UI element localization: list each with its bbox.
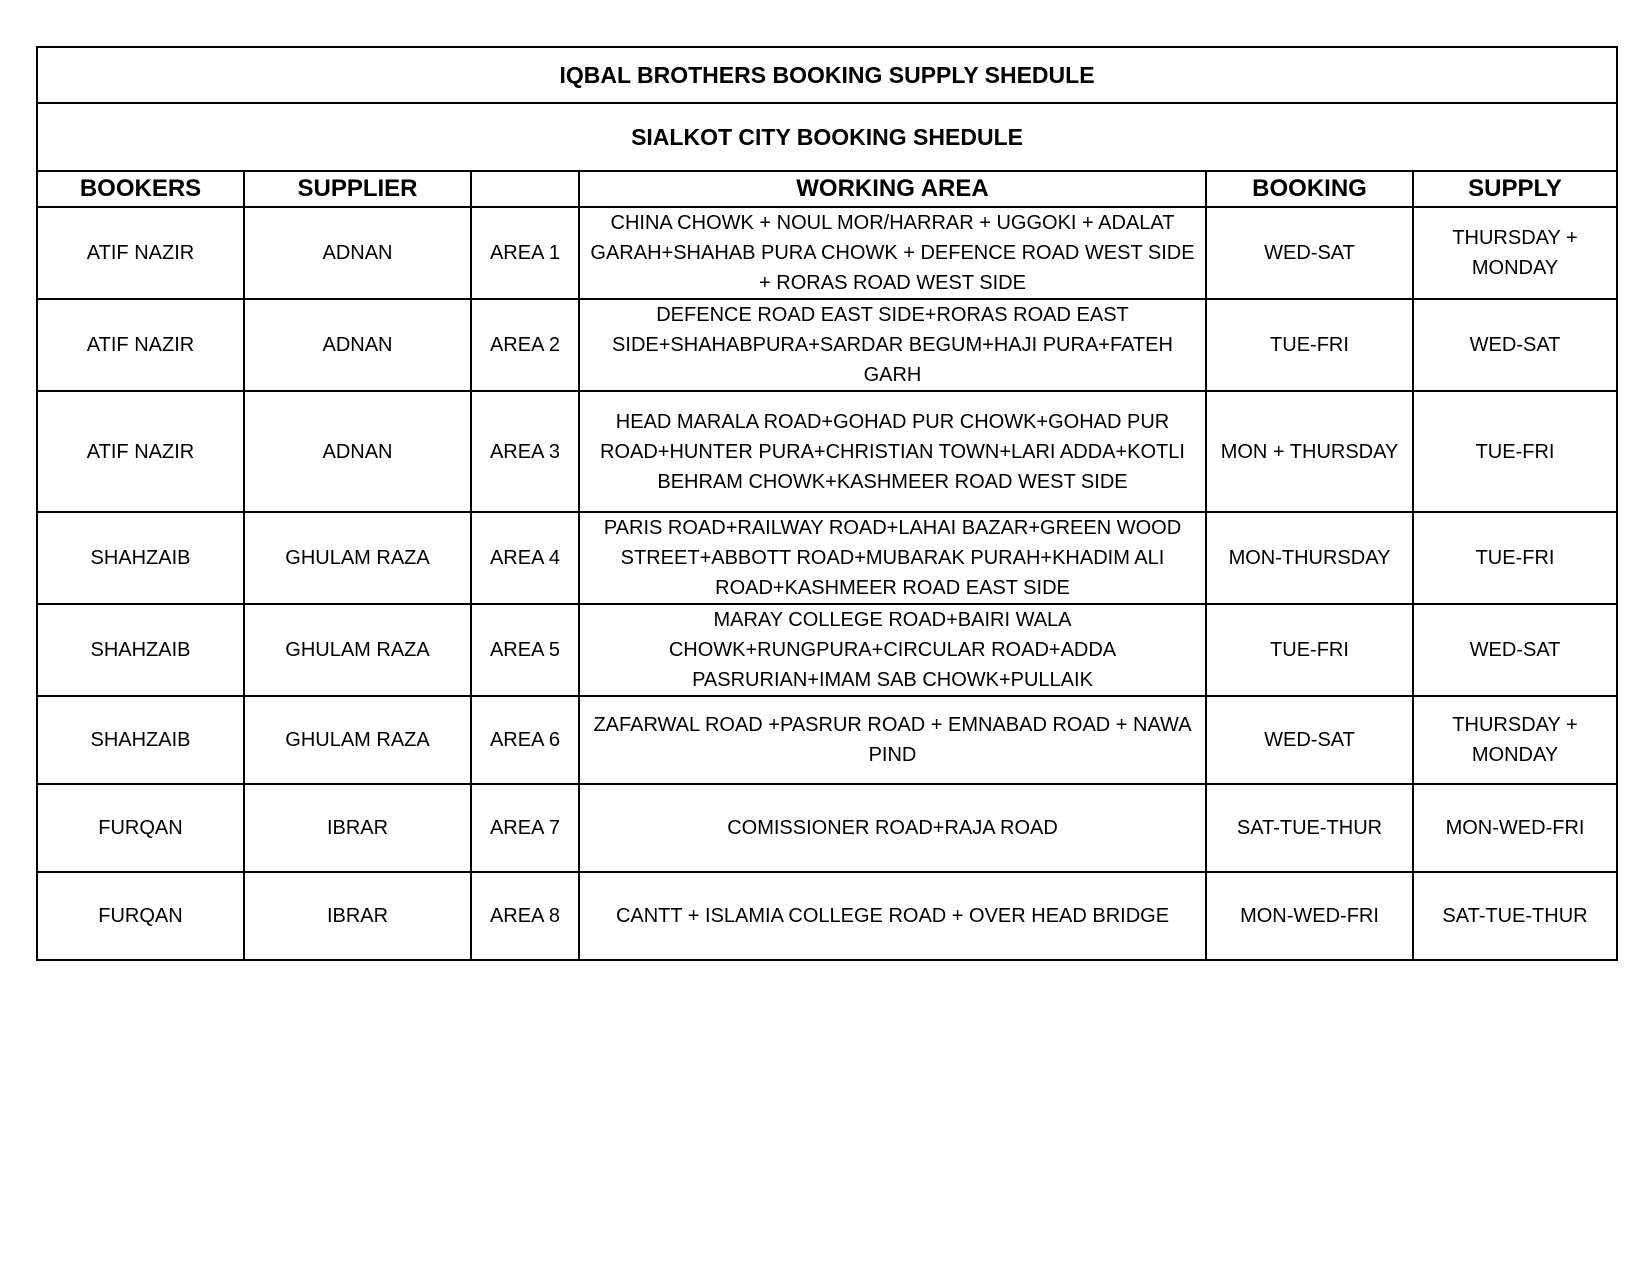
document-subtitle: SIALKOT CITY BOOKING SHEDULE xyxy=(37,103,1617,171)
supply-days-cell: WED-SAT xyxy=(1413,299,1617,391)
table-row xyxy=(37,784,1617,872)
title-row xyxy=(37,47,1617,103)
column-header-row xyxy=(37,171,1617,207)
supply-days-cell: MON-WED-FRI xyxy=(1413,784,1617,872)
booker-cell: SHAHZAIB xyxy=(37,604,244,696)
area-cell: AREA 3 xyxy=(471,391,579,512)
area-cell: AREA 8 xyxy=(471,872,579,960)
working-area-cell: ZAFARWAL ROAD +PASRUR ROAD + EMNABAD ROAD + NAWA PIND xyxy=(579,696,1206,784)
table-row xyxy=(37,872,1617,960)
booker-cell: FURQAN xyxy=(37,872,244,960)
booking-days-cell: WED-SAT xyxy=(1206,696,1413,784)
table-row xyxy=(37,696,1617,784)
subtitle-row xyxy=(37,103,1617,171)
booker-cell: SHAHZAIB xyxy=(37,696,244,784)
booker-cell: ATIF NAZIR xyxy=(37,391,244,512)
header-supplier: SUPPLIER xyxy=(244,171,471,207)
table-row xyxy=(37,391,1617,512)
area-cell: AREA 7 xyxy=(471,784,579,872)
header-booking: BOOKING xyxy=(1206,171,1413,207)
header-bookers: BOOKERS xyxy=(37,171,244,207)
booking-days-cell: WED-SAT xyxy=(1206,207,1413,299)
working-area-cell: DEFENCE ROAD EAST SIDE+RORAS ROAD EAST SIDE+SHAHABPURA+SARDAR BEGUM+HAJI PURA+FATEH GARH xyxy=(579,299,1206,391)
header-working-area: WORKING AREA xyxy=(579,171,1206,207)
booking-days-cell: SAT-TUE-THUR xyxy=(1206,784,1413,872)
header-area xyxy=(471,171,579,207)
booking-schedule-table xyxy=(36,46,1618,961)
area-cell: AREA 4 xyxy=(471,512,579,604)
table-row xyxy=(37,299,1617,391)
supplier-cell: GHULAM RAZA xyxy=(244,604,471,696)
supply-days-cell: SAT-TUE-THUR xyxy=(1413,872,1617,960)
booking-days-cell: MON-THURSDAY xyxy=(1206,512,1413,604)
working-area-cell: MARAY COLLEGE ROAD+BAIRI WALA CHOWK+RUNGPURA+CIRCULAR ROAD+ADDA PASRURIAN+IMAM SAB CHOWK+PULLAIK xyxy=(579,604,1206,696)
supplier-cell: ADNAN xyxy=(244,391,471,512)
supply-days-cell: THURSDAY + MONDAY xyxy=(1413,696,1617,784)
working-area-cell: COMISSIONER ROAD+RAJA ROAD xyxy=(579,784,1206,872)
working-area-cell: CHINA CHOWK + NOUL MOR/HARRAR + UGGOKI + ADALAT GARAH+SHAHAB PURA CHOWK + DEFENCE ROAD WEST SIDE + RORAS ROAD WEST SIDE xyxy=(579,207,1206,299)
supply-days-cell: TUE-FRI xyxy=(1413,512,1617,604)
supplier-cell: GHULAM RAZA xyxy=(244,696,471,784)
area-cell: AREA 5 xyxy=(471,604,579,696)
booking-days-cell: TUE-FRI xyxy=(1206,299,1413,391)
booker-cell: SHAHZAIB xyxy=(37,512,244,604)
area-cell: AREA 6 xyxy=(471,696,579,784)
booking-days-cell: TUE-FRI xyxy=(1206,604,1413,696)
booker-cell: ATIF NAZIR xyxy=(37,207,244,299)
area-cell: AREA 1 xyxy=(471,207,579,299)
area-cell: AREA 2 xyxy=(471,299,579,391)
document-title: IQBAL BROTHERS BOOKING SUPPLY SHEDULE xyxy=(37,47,1617,103)
supplier-cell: GHULAM RAZA xyxy=(244,512,471,604)
supplier-cell: IBRAR xyxy=(244,784,471,872)
header-supply: SUPPLY xyxy=(1413,171,1617,207)
working-area-cell: HEAD MARALA ROAD+GOHAD PUR CHOWK+GOHAD PUR ROAD+HUNTER PURA+CHRISTIAN TOWN+LARI ADDA+KOTLI BEHRAM CHOWK+KASHMEER ROAD WEST SIDE xyxy=(579,391,1206,512)
booker-cell: ATIF NAZIR xyxy=(37,299,244,391)
supply-days-cell: THURSDAY + MONDAY xyxy=(1413,207,1617,299)
booking-days-cell: MON + THURSDAY xyxy=(1206,391,1413,512)
supplier-cell: ADNAN xyxy=(244,299,471,391)
supplier-cell: ADNAN xyxy=(244,207,471,299)
table-row xyxy=(37,512,1617,604)
booker-cell: FURQAN xyxy=(37,784,244,872)
table-row xyxy=(37,207,1617,299)
supply-days-cell: WED-SAT xyxy=(1413,604,1617,696)
booking-days-cell: MON-WED-FRI xyxy=(1206,872,1413,960)
supplier-cell: IBRAR xyxy=(244,872,471,960)
table-row xyxy=(37,604,1617,696)
working-area-cell: PARIS ROAD+RAILWAY ROAD+LAHAI BAZAR+GREEN WOOD STREET+ABBOTT ROAD+MUBARAK PURAH+KHADIM ALI ROAD+KASHMEER ROAD EAST SIDE xyxy=(579,512,1206,604)
working-area-cell: CANTT + ISLAMIA COLLEGE ROAD + OVER HEAD BRIDGE xyxy=(579,872,1206,960)
supply-days-cell: TUE-FRI xyxy=(1413,391,1617,512)
